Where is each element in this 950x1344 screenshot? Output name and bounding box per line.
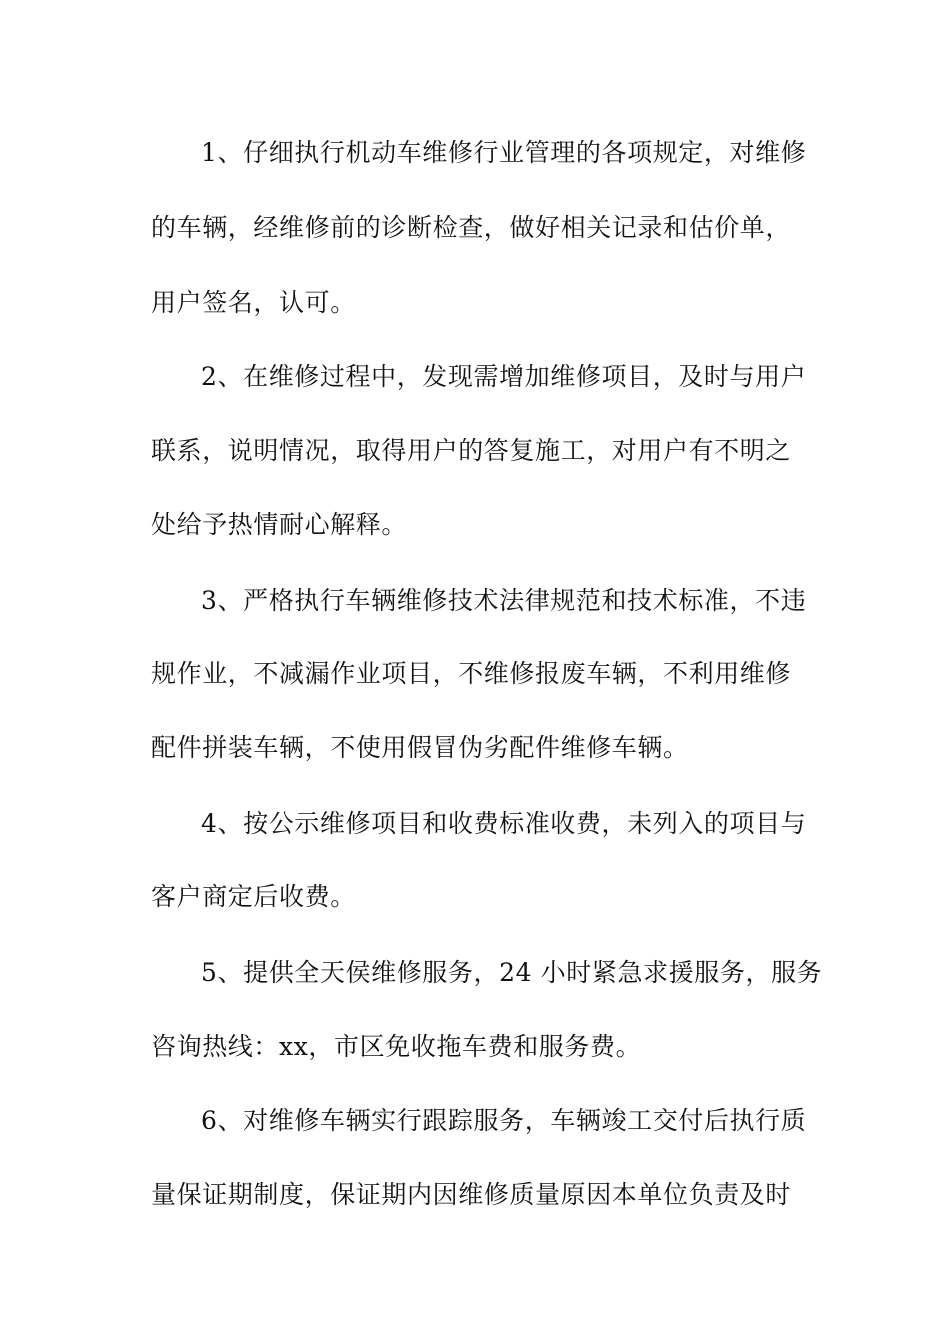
paragraph-6-line-1: 6、对维修车辆实行跟踪服务，车辆竣工交付后执行质 [201,1106,807,1135]
paragraph-3-line-1: 3、严格执行车辆维修技术法律规范和技术标准，不违 [201,586,807,615]
paragraph-3-line-3: 配件拼装车辆，不使用假冒伪劣配件维修车辆。 [151,733,689,762]
paragraph-1-line-3: 用户签名，认可。 [151,288,356,317]
paragraph-1-line-1: 1、仔细执行机动车维修行业管理的各项规定，对维修 [201,138,807,167]
paragraph-5-line-1: 5、提供全天侯维修服务，24 小时紧急求援服务，服务 [201,958,823,987]
paragraph-1-line-2: 的车辆，经维修前的诊断检查，做好相关记录和估价单， [151,213,792,242]
paragraph-3-line-2: 规作业，不减漏作业项目，不维修报废车辆，不利用维修 [151,659,792,688]
paragraph-6-line-2: 量保证期制度，保证期内因维修质量原因本单位负责及时 [151,1180,792,1209]
paragraph-2-line-2: 联系，说明情况，取得用户的答复施工，对用户有不明之 [151,436,792,465]
paragraph-5-line-2: 咨询热线：xx，市区免收拖车费和服务费。 [151,1032,642,1061]
paragraph-4-line-2: 客户商定后收费。 [151,882,356,911]
paragraph-4-line-1: 4、按公示维修项目和收费标准收费，未列入的项目与 [201,809,807,838]
paragraph-2-line-1: 2、在维修过程中，发现需增加维修项目，及时与用户 [201,362,807,391]
paragraph-2-line-3: 处给予热情耐心解释。 [151,510,408,539]
